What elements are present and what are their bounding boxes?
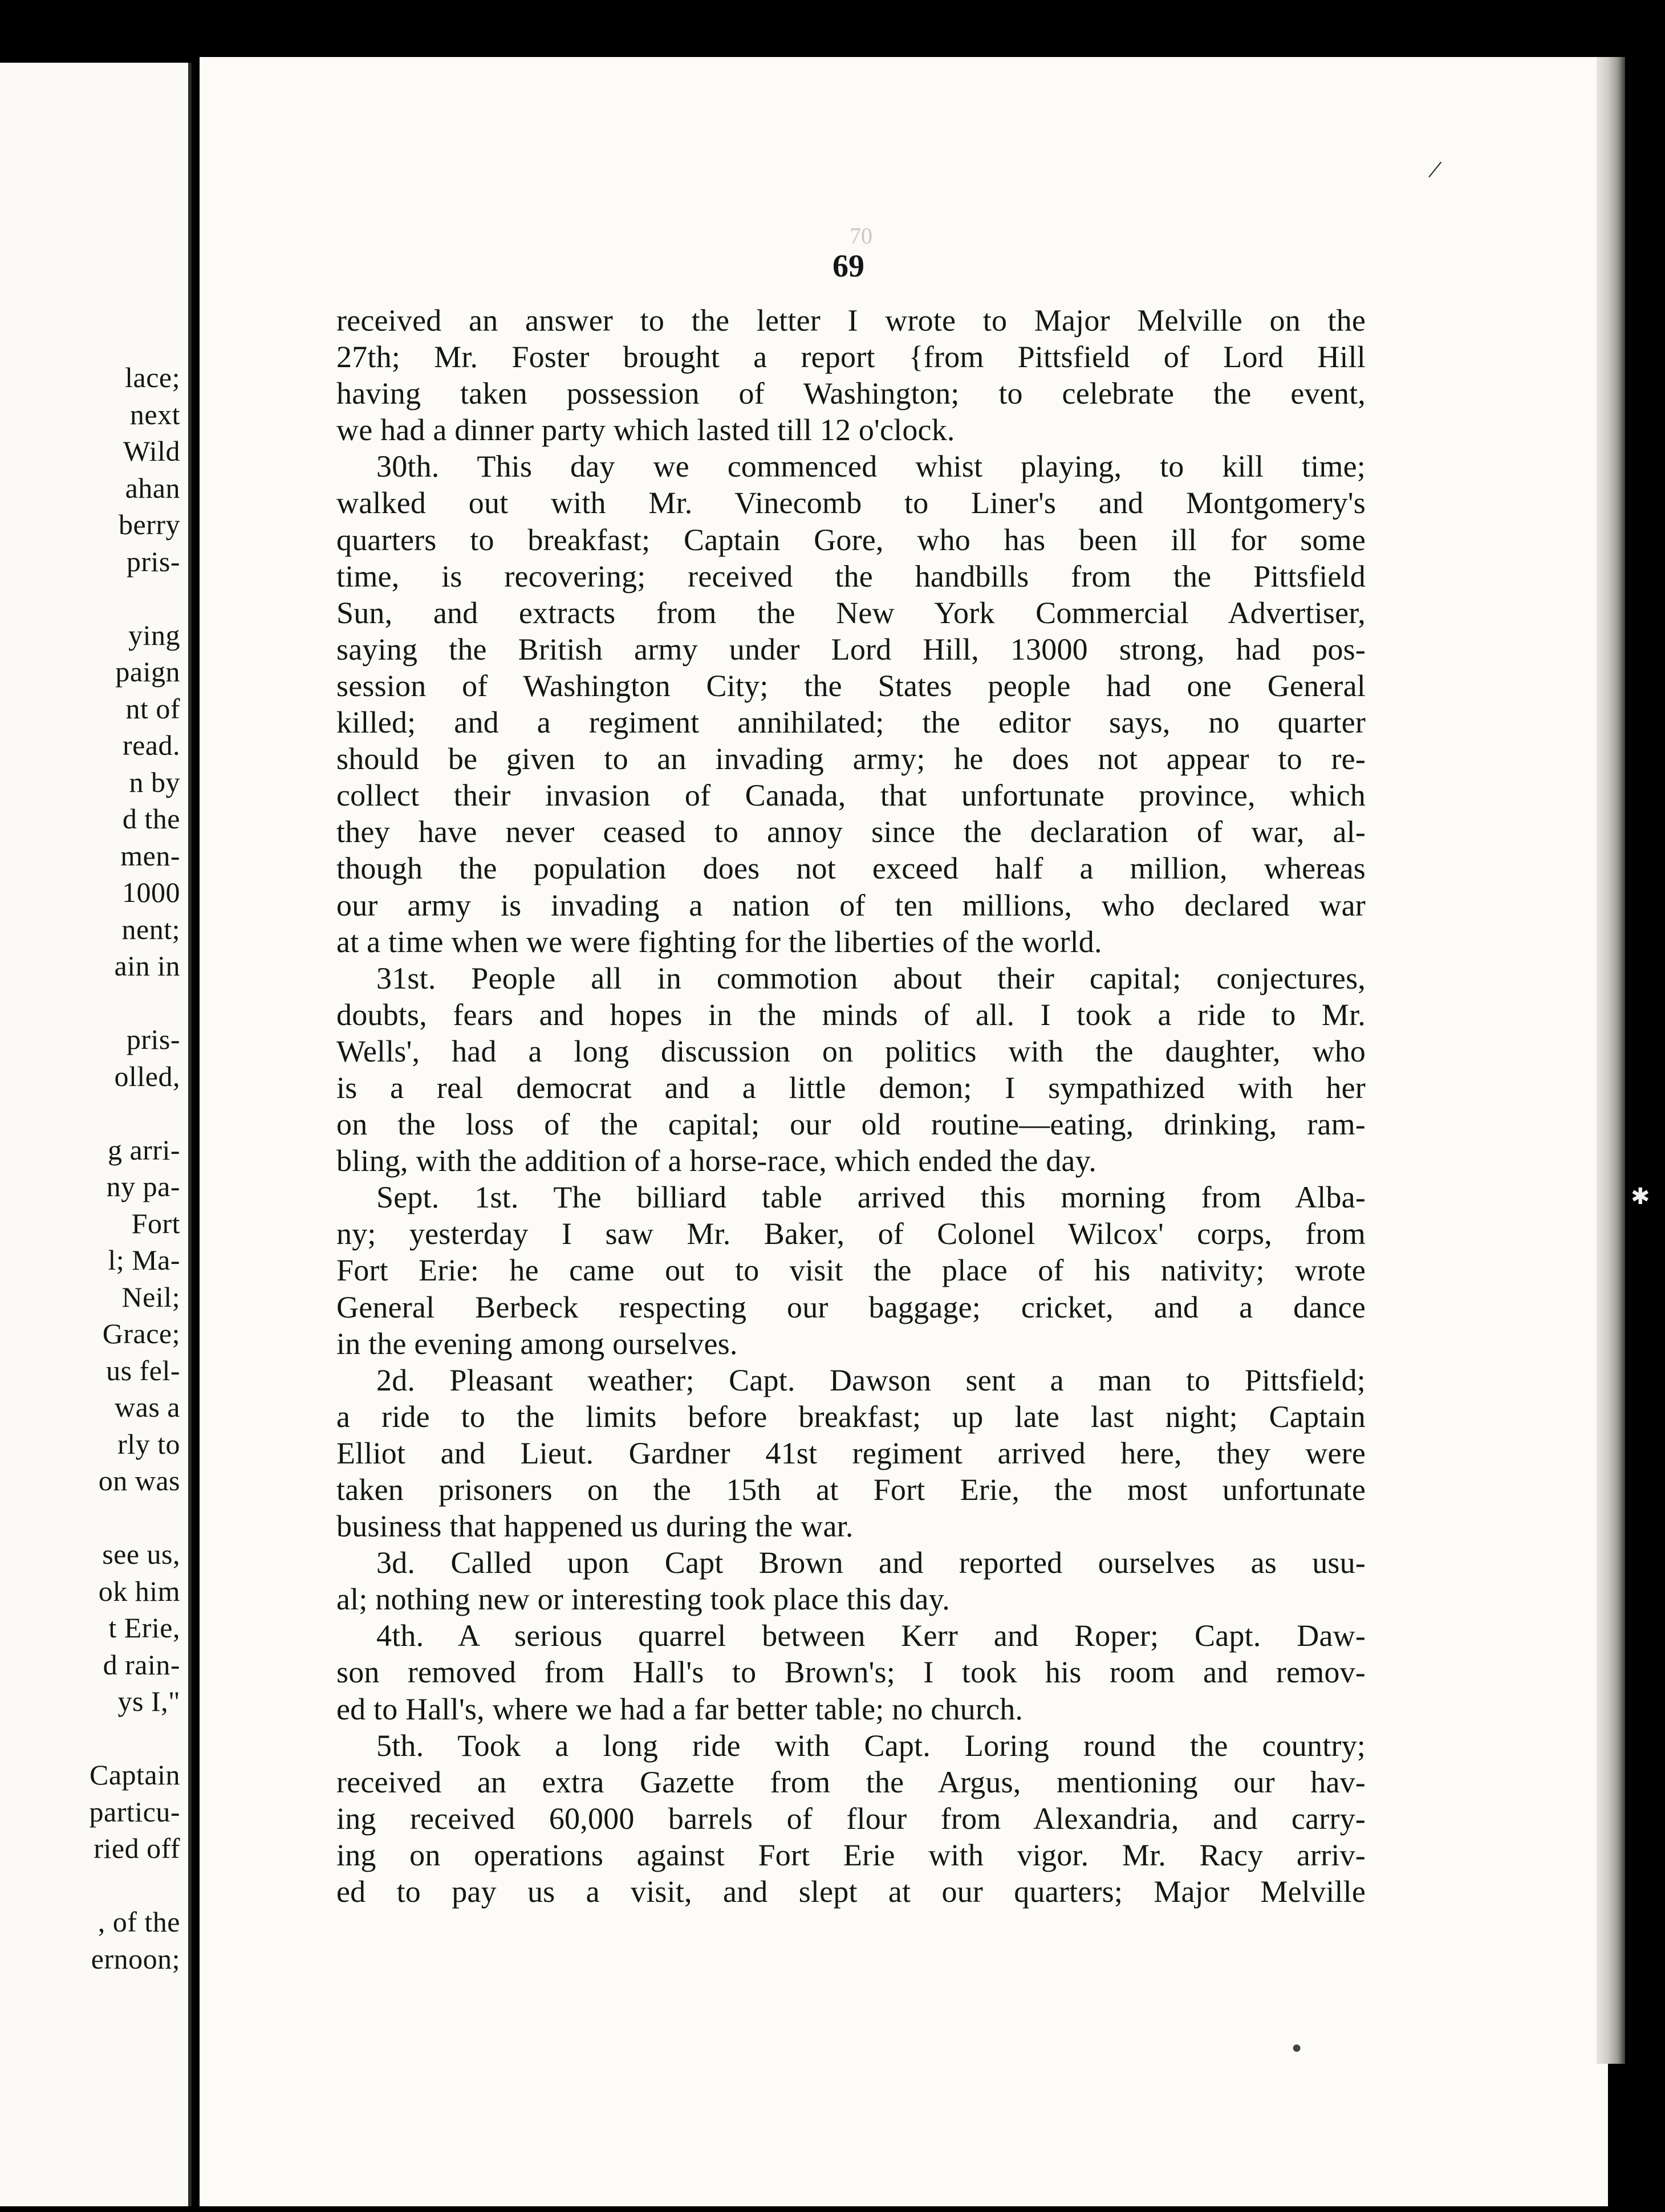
left-text-line: Grace; [102, 1318, 180, 1349]
left-text-line [0, 1867, 182, 1904]
left-text-line: l; Ma- [108, 1244, 180, 1276]
text-line: 5th. Took a long ride with Capt. Loring round the country; [376, 1728, 1366, 1763]
left-text-line: ys I," [117, 1685, 180, 1717]
text-line: session of Washington City; the States people had one General [336, 668, 1366, 703]
left-text-line: men- [120, 839, 180, 872]
left-text-line: us fel- [106, 1354, 180, 1386]
text-line: we had a dinner party which lasted till 12 o'clock. [336, 413, 955, 448]
left-text-line [0, 580, 182, 617]
left-text-line: on was [98, 1465, 180, 1497]
text-line: is a real democrat and a little demon; I sympathized with her [336, 1070, 1366, 1105]
text-line: they have never ceased to annoy since the declaration of war, al- [336, 815, 1366, 849]
text-line: 27th; Mr. Foster brought a report {from Pittsfield of Lord Hill [336, 340, 1366, 375]
text-line: Fort Erie: he came out to visit the place of his nativity; wrote [336, 1253, 1366, 1288]
text-line: General Berbeck respecting our baggage; cricket, and a dance [336, 1290, 1366, 1324]
left-text-line: Wild [123, 435, 180, 467]
left-text-line: Captain [89, 1759, 180, 1791]
left-text-line [0, 1499, 182, 1536]
text-line: should be given to an invading army; he does not appear to re- [336, 742, 1366, 776]
text-line: Elliot and Lieut. Gardner 41st regiment arrived here, they were [336, 1436, 1366, 1470]
left-text-line: was a [115, 1391, 180, 1423]
text-line: a ride to the limits before breakfast; up late last night; Captain [336, 1399, 1366, 1434]
text-line: 3d. Called upon Capt Brown and reported ourselves as usu- [376, 1546, 1366, 1580]
left-text-line: nt of [125, 692, 180, 725]
left-text-line: ahan [125, 471, 180, 504]
text-line: bling, with the addition of a horse-race, which ended the day. [336, 1144, 1097, 1178]
text-line: Sun, and extracts from the New York Commercial Advertiser, [336, 595, 1366, 630]
text-line: quarters to breakfast; Captain Gore, who has been ill for some [336, 522, 1366, 557]
left-text-line: g arri- [107, 1133, 180, 1166]
text-line: time, is recovering; received the handbills from the Pittsfield [336, 559, 1366, 593]
left-text-line [0, 1720, 182, 1757]
text-line: son removed from Hall's to Brown's; I took his room and remov- [336, 1655, 1366, 1690]
text-line: received an extra Gazette from the Argus, mentioning our hav- [336, 1764, 1366, 1799]
left-text-line: ain in [114, 950, 180, 982]
text-line: having taken possession of Washington; to celebrate the event, [336, 376, 1366, 411]
left-text-line: berry [119, 509, 180, 540]
text-line: on the loss of the capital; our old routine—eating, drinking, ram- [336, 1107, 1366, 1142]
text-line: walked out with Mr. Vinecomb to Liner's and Montgomery's [336, 486, 1366, 521]
left-text-line: nent; [121, 913, 180, 945]
page-number: 69 [832, 249, 864, 284]
left-text-line: ried off [94, 1832, 180, 1864]
left-text-line: n by [129, 766, 180, 798]
left-page-text [0, 359, 182, 1977]
text-line: ing on operations against Fort Erie with vigor. Mr. Racy arriv- [336, 1837, 1366, 1872]
left-text-line: Neil; [121, 1280, 180, 1313]
left-text-line: particu- [89, 1795, 180, 1828]
text-line: 30th. This day we commenced whist playing, to kill time; [376, 449, 1366, 484]
left-text-line: lace; [125, 361, 180, 393]
text-line: ed to pay us a visit, and slept at our quarters; Major Melville [336, 1874, 1366, 1909]
text-line: 31st. People all in commotion about their capital; conjectures, [376, 961, 1366, 995]
left-text-line: olled, [114, 1060, 180, 1092]
text-line: collect their invasion of Canada, that unfortunate province, which [336, 778, 1366, 813]
text-line: doubts, fears and hopes in the minds of all. I took a ride to Mr. [336, 997, 1366, 1032]
text-line: our army is invading a nation of ten millions, who declared war [336, 888, 1366, 922]
text-line: al; nothing new or interesting took place this day. [336, 1582, 950, 1617]
text-line: business that happened us during the war. [336, 1509, 854, 1544]
left-text-line: ying [128, 619, 180, 651]
bleed-through-page-number: 70 [850, 223, 872, 249]
text-line: saying the British army under Lord Hill, 13000 strong, had pos- [336, 632, 1366, 666]
ink-dot: ● [1292, 2038, 1302, 2057]
left-text-line: ernoon; [91, 1942, 180, 1975]
left-text-line: next [129, 398, 180, 430]
left-text-line: d rain- [103, 1648, 180, 1681]
text-line: in the evening among ourselves. [336, 1326, 738, 1361]
left-text-line: paign [115, 656, 180, 688]
left-text-line: ny pa- [106, 1170, 180, 1202]
left-text-line: rly to [117, 1428, 180, 1460]
text-line: taken prisoners on the 15th at Fort Erie, the most unfortunate [336, 1473, 1366, 1507]
scan-artifact: ✱ [1631, 1184, 1650, 1209]
left-text-line: read. [122, 729, 180, 761]
text-line: received an answer to the letter I wrote to Major Melville on the [336, 303, 1366, 338]
page-body-text [336, 302, 1366, 1910]
page-edge [1597, 57, 1625, 2064]
left-text-line [0, 985, 182, 1022]
left-text-line: 1000 [122, 876, 180, 908]
left-text-line: pris- [126, 545, 180, 578]
text-line: ing received 60,000 barrels of flour from Alexandria, and carry- [336, 1801, 1366, 1836]
left-text-line: pris- [126, 1023, 180, 1055]
text-line: Sept. 1st. The billiard table arrived this morning from Alba- [376, 1180, 1366, 1215]
text-line: killed; and a regiment annihilated; the editor says, no quarter [336, 705, 1366, 740]
text-line: Wells', had a long discussion on politics with the daughter, who [336, 1034, 1366, 1068]
left-text-line: Fort [131, 1207, 180, 1239]
text-line: ed to Hall's, where we had a far better table; no church. [336, 1691, 1024, 1726]
left-text-line: t Erie, [108, 1612, 180, 1644]
text-line: at a time when we were fighting for the liberties of the world. [336, 924, 1102, 959]
left-text-line: d the [122, 803, 180, 835]
text-line: though the population does not exceed half a million, whereas [336, 851, 1366, 886]
left-text-line: , of the [98, 1906, 180, 1938]
text-line: 4th. A serious quarrel between Kerr and Roper; Capt. Daw- [376, 1619, 1366, 1653]
text-line: ny; yesterday I saw Mr. Baker, of Colonel Wilcox' corps, from [336, 1217, 1366, 1251]
left-page-fragment [0, 63, 192, 2206]
left-text-line: ok him [98, 1575, 180, 1607]
text-line: 2d. Pleasant weather; Capt. Dawson sent a man to Pittsfield; [376, 1363, 1366, 1397]
left-text-line [0, 1095, 182, 1132]
left-text-line: see us, [102, 1538, 180, 1570]
ink-mark: / [1426, 154, 1444, 185]
